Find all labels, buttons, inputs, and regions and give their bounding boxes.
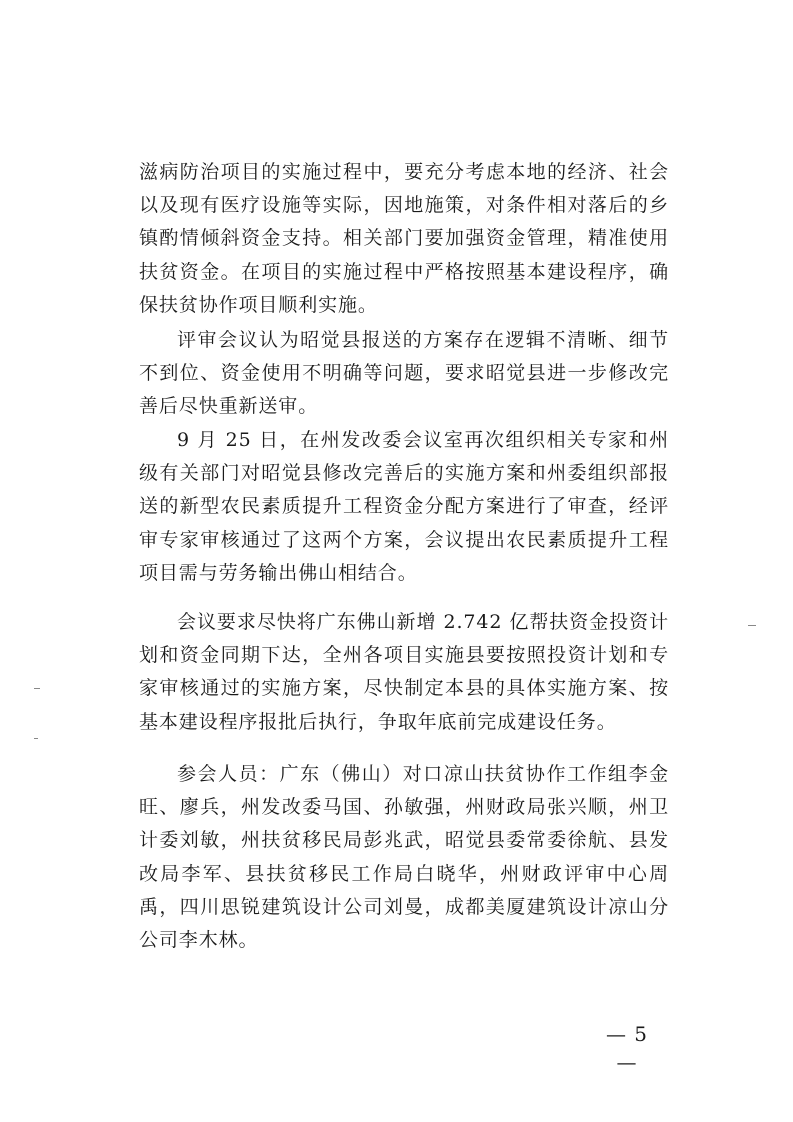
paragraph-second-review: 9 月 25 日，在州发改委会议室再次组织相关专家和州级有关部门对昭觉县修改完善后的实施方案和州委组织部报送的新型农民素质提升工程资金分配方案进行了审查，经评审专家审核通过了这两个方案，会议提出农民素质提升工程项目需与劳务输出佛山相结合。: [139, 429, 669, 584]
scan-artifact-mark: [34, 688, 40, 689]
scan-artifact-mark: [34, 738, 38, 739]
paragraph-meeting-requirements: 会议要求尽快将广东佛山新增 2.742 亿帮扶资金投资计划和资金同期下达，全州各项目实施县要按照投资计划和专家审核通过的实施方案，尽快制定本县的具体实施方案、按基本建设程序报批后执行，争取年底前完成建设任务。: [139, 611, 669, 733]
scan-artifact-mark: [748, 625, 756, 626]
paragraph-project-implementation: 滋病防治项目的实施过程中，要充分考虑本地的经济、社会以及现有医疗设施等实际，因地施策，对条件相对落后的乡镇酌情倾斜资金支持。相关部门要加强资金管理，精准使用扶贫资金。在项目的实施过程中严格按照基本建设程序，确保扶贫协作项目顺利实施。: [139, 161, 669, 316]
page-number: — 5 —: [605, 1022, 649, 1074]
paragraph-review-opinion: 评审会议认为昭觉县报送的方案存在逻辑不清晰、细节不到位、资金使用不明确等问题，要求昭觉县进一步修改完善后尽快重新送审。: [139, 329, 669, 418]
paragraph-attendees: 参会人员：广东（佛山）对口凉山扶贫协作工作组李金旺、廖兵，州发改委马国、孙敏强，州财政局张兴顺，州卫计委刘敏，州扶贫移民局彭兆武，昭觉县委常委徐航、县发改局李军、县扶贫移民工作局白晓华，州财政评审中心周禹，四川思锐建筑设计公司刘曼，成都美厦建筑设计凉山分公司李木林。: [139, 763, 669, 952]
